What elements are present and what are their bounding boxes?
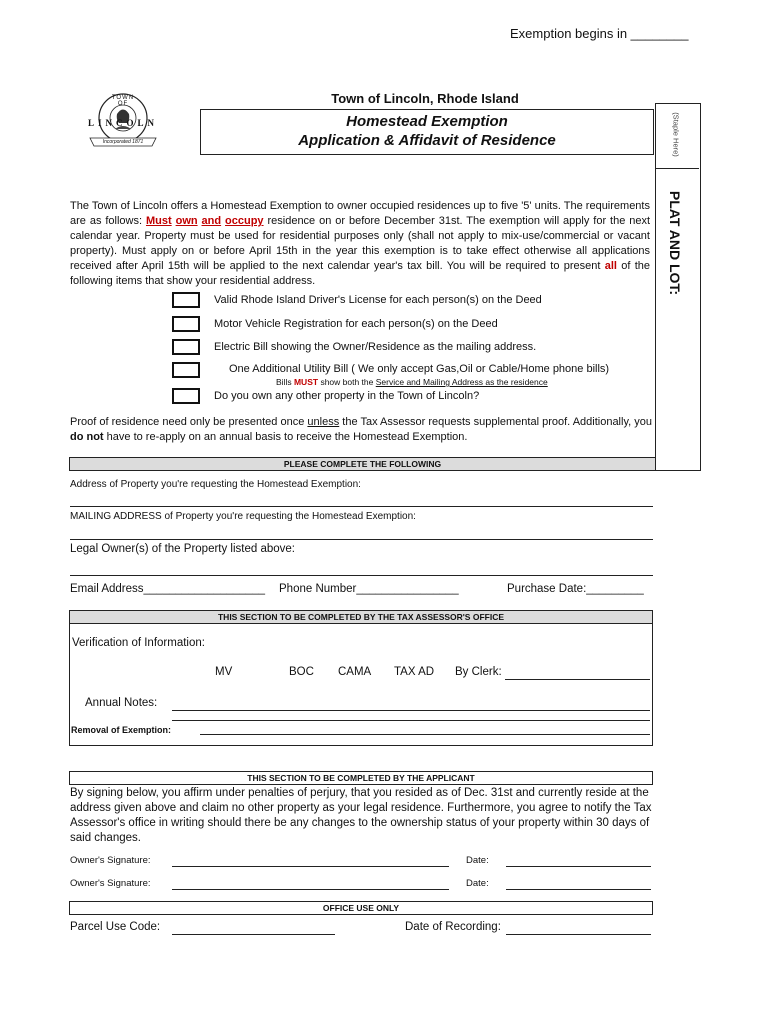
checklist-item2: Motor Vehicle Registration for each person(s) on the Deed: [214, 318, 498, 330]
note-must: MUST: [293, 377, 319, 387]
intro-and: and: [201, 215, 222, 227]
applicant-banner: THIS SECTION TO BE COMPLETED BY THE APPLICANT: [69, 771, 653, 785]
annual-notes-line2[interactable]: [172, 720, 650, 721]
intro-p3: of the following items that show your residential address.: [70, 260, 650, 287]
checkbox-other-property[interactable]: [172, 388, 200, 404]
checklist-item5: Do you own any other property in the Town of Lincoln?: [214, 390, 480, 402]
title-line1: Homestead Exemption: [346, 113, 508, 130]
date-of-recording-label: Date of Recording:: [405, 921, 501, 933]
checkbox-vehicle-registration[interactable]: [172, 316, 200, 332]
owner-signature-line-2[interactable]: [172, 889, 449, 890]
plat-lot-label: PLAT AND LOT:: [667, 190, 683, 296]
seal-name: LINCOLN: [88, 118, 159, 128]
proof-c: have to re-apply on an annual basis to receive the Homestead Exemption.: [106, 431, 468, 443]
proof-paragraph: [70, 415, 652, 445]
annual-notes-label: Annual Notes:: [85, 697, 158, 709]
title-line2: Application & Affidavit of Residence: [298, 132, 556, 149]
annual-notes-line1[interactable]: [172, 710, 650, 711]
removal-label: Removal of Exemption:: [71, 725, 172, 735]
intro-p2: residence on or before December 31st. The exemption will apply for the next calendar year. Property must be used for residential purposes only (shall not apply to mix-use/commercial or vacant property). Must apply on or before April 15th in the year this exemption is to take effect otherwise all applications received after April 15th will be applied to the next calendar year's tax bill. You will be required to present: [70, 215, 651, 272]
by-clerk-line[interactable]: [505, 679, 650, 680]
intro-all: all: [604, 260, 617, 272]
staple-note: (Staple Here): [671, 112, 681, 157]
legal-owners-line[interactable]: [70, 575, 653, 576]
proof-do-not: do not: [70, 431, 104, 443]
checklist-item4: One Additional Utility Bill ( We only accept Gas,Oil or Cable/Home phone bills): [229, 363, 610, 375]
removal-line[interactable]: [200, 734, 650, 735]
seal-banner: Incorporated 1871: [102, 139, 144, 145]
verify-mv[interactable]: MV: [215, 666, 233, 678]
by-clerk-label: By Clerk:: [455, 666, 502, 678]
affirm-paragraph: By signing below, you affirm under penalties of perjury, that you resided as of Dec. 31st and currently reside at the address given above and claim no other property as your legal residence. Furthermore, you agree to notify the Tax Assessor's office in writing should there be any changes to the ownership status of your property within 30 days of said changes.: [70, 787, 652, 844]
property-address-line[interactable]: [70, 506, 653, 507]
verify-taxad[interactable]: TAX AD: [394, 666, 435, 678]
intro-own: own: [175, 215, 198, 227]
checklist-item3: Electric Bill showing the Owner/Residence as the mailing address.: [214, 341, 537, 353]
note-show: show both the: [320, 377, 374, 387]
mailing-address-line[interactable]: [70, 539, 653, 540]
email-label[interactable]: Email Address___________________: [70, 583, 266, 595]
parcel-use-label: Parcel Use Code:: [70, 921, 161, 933]
intro-occupy: occupy: [225, 215, 264, 227]
note-service: Service and Mailing Address as the residence: [375, 377, 548, 387]
checkbox-drivers-license[interactable]: [172, 292, 200, 308]
verify-cama[interactable]: CAMA: [338, 666, 372, 678]
intro-must: Must: [145, 215, 172, 227]
note-bills: Bills: [276, 377, 292, 387]
proof-a: Proof of residence need only be presented once: [70, 416, 305, 428]
mailing-address-label: MAILING ADDRESS of Property you're requesting the Homestead Exemption:: [70, 511, 416, 522]
date-label-1: Date:: [466, 855, 489, 866]
parcel-use-line[interactable]: [172, 934, 335, 935]
proof-unless: unless: [307, 416, 340, 428]
property-address-label: Address of Property you're requesting the Homestead Exemption:: [70, 479, 361, 490]
please-complete-banner: PLEASE COMPLETE THE FOLLOWING: [69, 457, 656, 471]
title-box: [200, 109, 654, 155]
intro-p1: The Town of Lincoln offers a Homestead Exemption to owner occupied residences up to five '5' units. The requirements are as follows:: [70, 200, 650, 227]
checklist-item4-note: [276, 377, 548, 387]
purchase-date-label[interactable]: Purchase Date:_________: [507, 583, 644, 595]
checkbox-utility-bill[interactable]: [172, 362, 200, 378]
date-of-recording-line[interactable]: [506, 934, 651, 935]
office-use-banner: OFFICE USE ONLY: [69, 901, 653, 915]
proof-b: the Tax Assessor requests supplemental proof. Additionally, you: [342, 416, 652, 428]
legal-owners-label: Legal Owner(s) of the Property listed above:: [70, 543, 296, 555]
verification-label: Verification of Information:: [72, 637, 205, 649]
checklist-item1: Valid Rhode Island Driver's License for each person(s) on the Deed: [214, 294, 542, 306]
owner-signature-line-1[interactable]: [172, 866, 449, 867]
staple-divider: [655, 168, 699, 169]
date-line-1[interactable]: [506, 866, 651, 867]
town-seal: [86, 92, 160, 152]
owner-signature-label-2: Owner's Signature:: [70, 878, 151, 889]
checkbox-electric-bill[interactable]: [172, 339, 200, 355]
date-line-2[interactable]: [506, 889, 651, 890]
assessor-banner: THIS SECTION TO BE COMPLETED BY THE TAX ASSESSOR'S OFFICE: [69, 610, 653, 624]
exemption-begins: Exemption begins in ________: [510, 26, 689, 41]
phone-label[interactable]: Phone Number________________: [279, 583, 459, 595]
date-label-2: Date:: [466, 878, 489, 889]
town-name: Town of Lincoln, Rhode Island: [331, 91, 519, 106]
intro-paragraph: [70, 199, 650, 289]
owner-signature-label-1: Owner's Signature:: [70, 855, 151, 866]
verify-boc[interactable]: BOC: [289, 666, 314, 678]
seal-top-text: TOWN OF: [111, 95, 135, 107]
